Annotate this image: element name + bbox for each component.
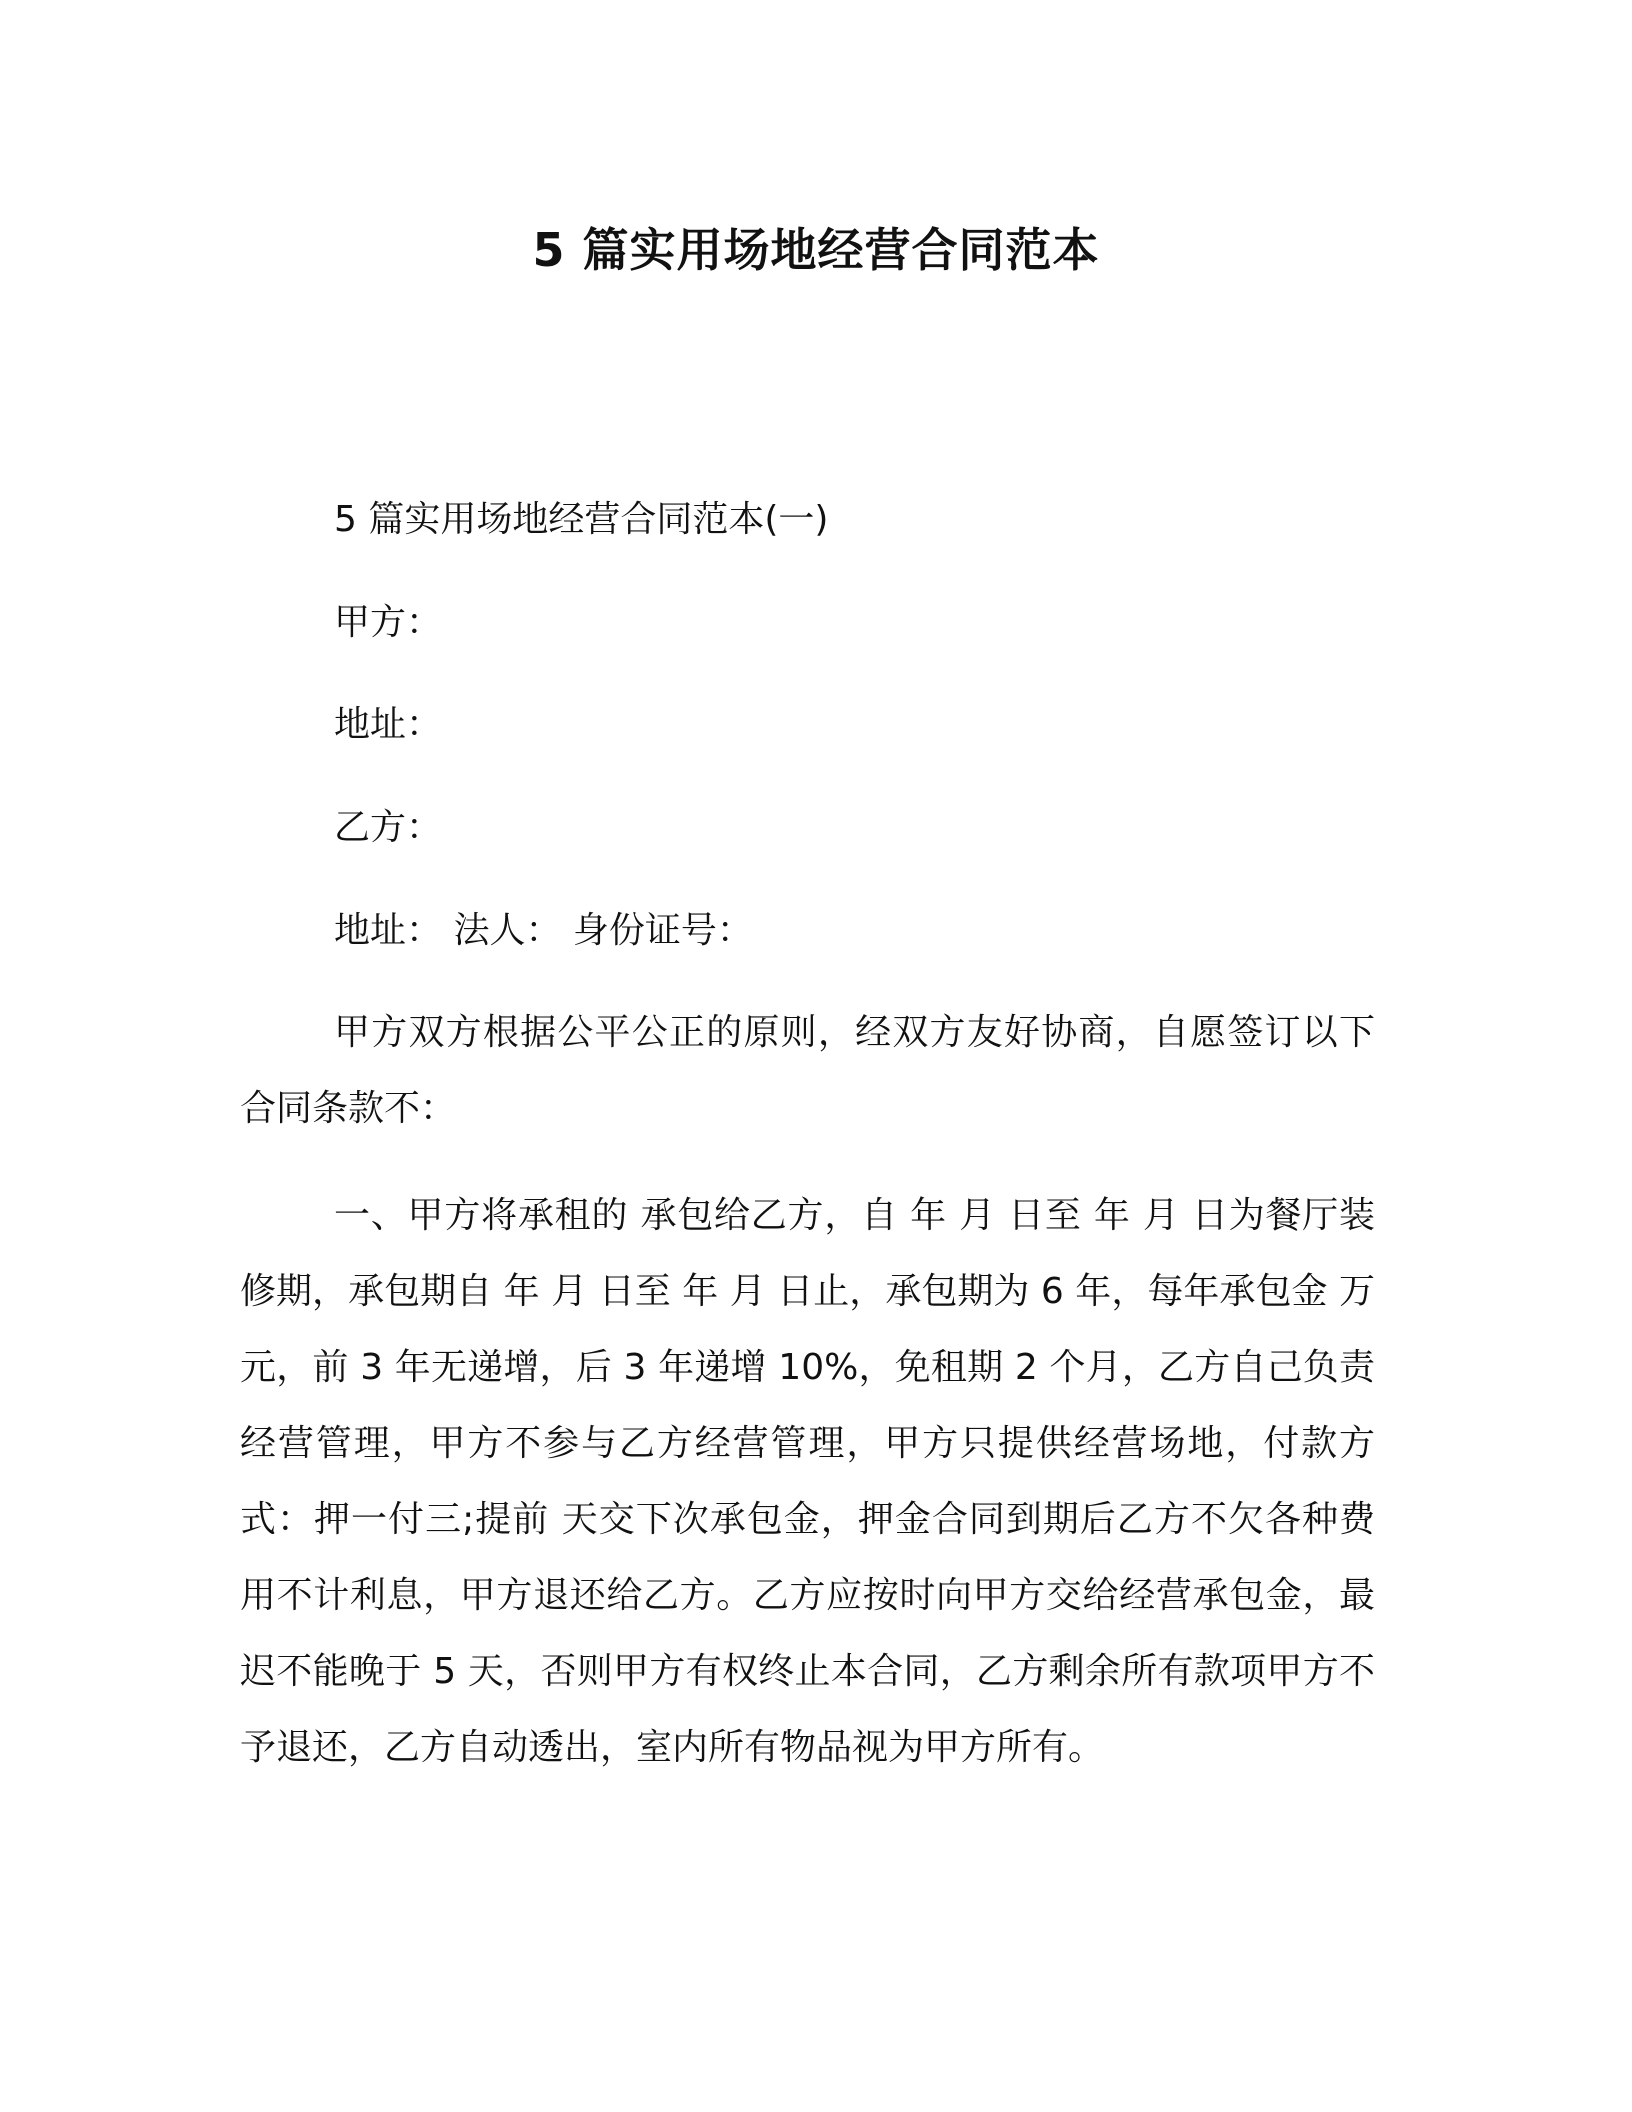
- party-b-label: 乙方：: [334, 807, 443, 848]
- document-title: 5 篇实用场地经营合同范本: [532, 223, 1100, 277]
- address-legal-id-line: 地址： 法人： 身份证号：: [334, 910, 753, 951]
- intro-paragraph: 甲方双方根据公平公正的原则，经双方友好协商，自愿签订以下合同条款不：: [240, 1012, 1375, 1129]
- party-a-label: 甲方：: [334, 602, 443, 643]
- section-subtitle: 5 篇实用场地经营合同范本(一): [334, 499, 829, 540]
- address-label: 地址：: [334, 704, 443, 745]
- clause-one-paragraph: 一、甲方将承租的 承包给乙方，自 年 月 日至 年 月 日为餐厅装修期，承包期自 年 月 日至 年 月 日止，承包期为 6 年，每年承包金 万元，前 3 年无递增，后 3 年递增 10%，免租期 2 个月，乙方自己负责经营管理，甲方不参与乙方经营管理，甲方只提供经营场地，付款方式：押一付三;提前 天交下次承包金，押金合同到期后乙方不欠各种费用不计利息，甲方退还给乙方。乙方应按时向甲方交给经营承包金，最迟不能晚于 5 天，否则甲方有权终止本合同，乙方剩余所有款项甲方不予退还，乙方自动透出，室内所有物品视为甲方所有。: [240, 1195, 1375, 1768]
